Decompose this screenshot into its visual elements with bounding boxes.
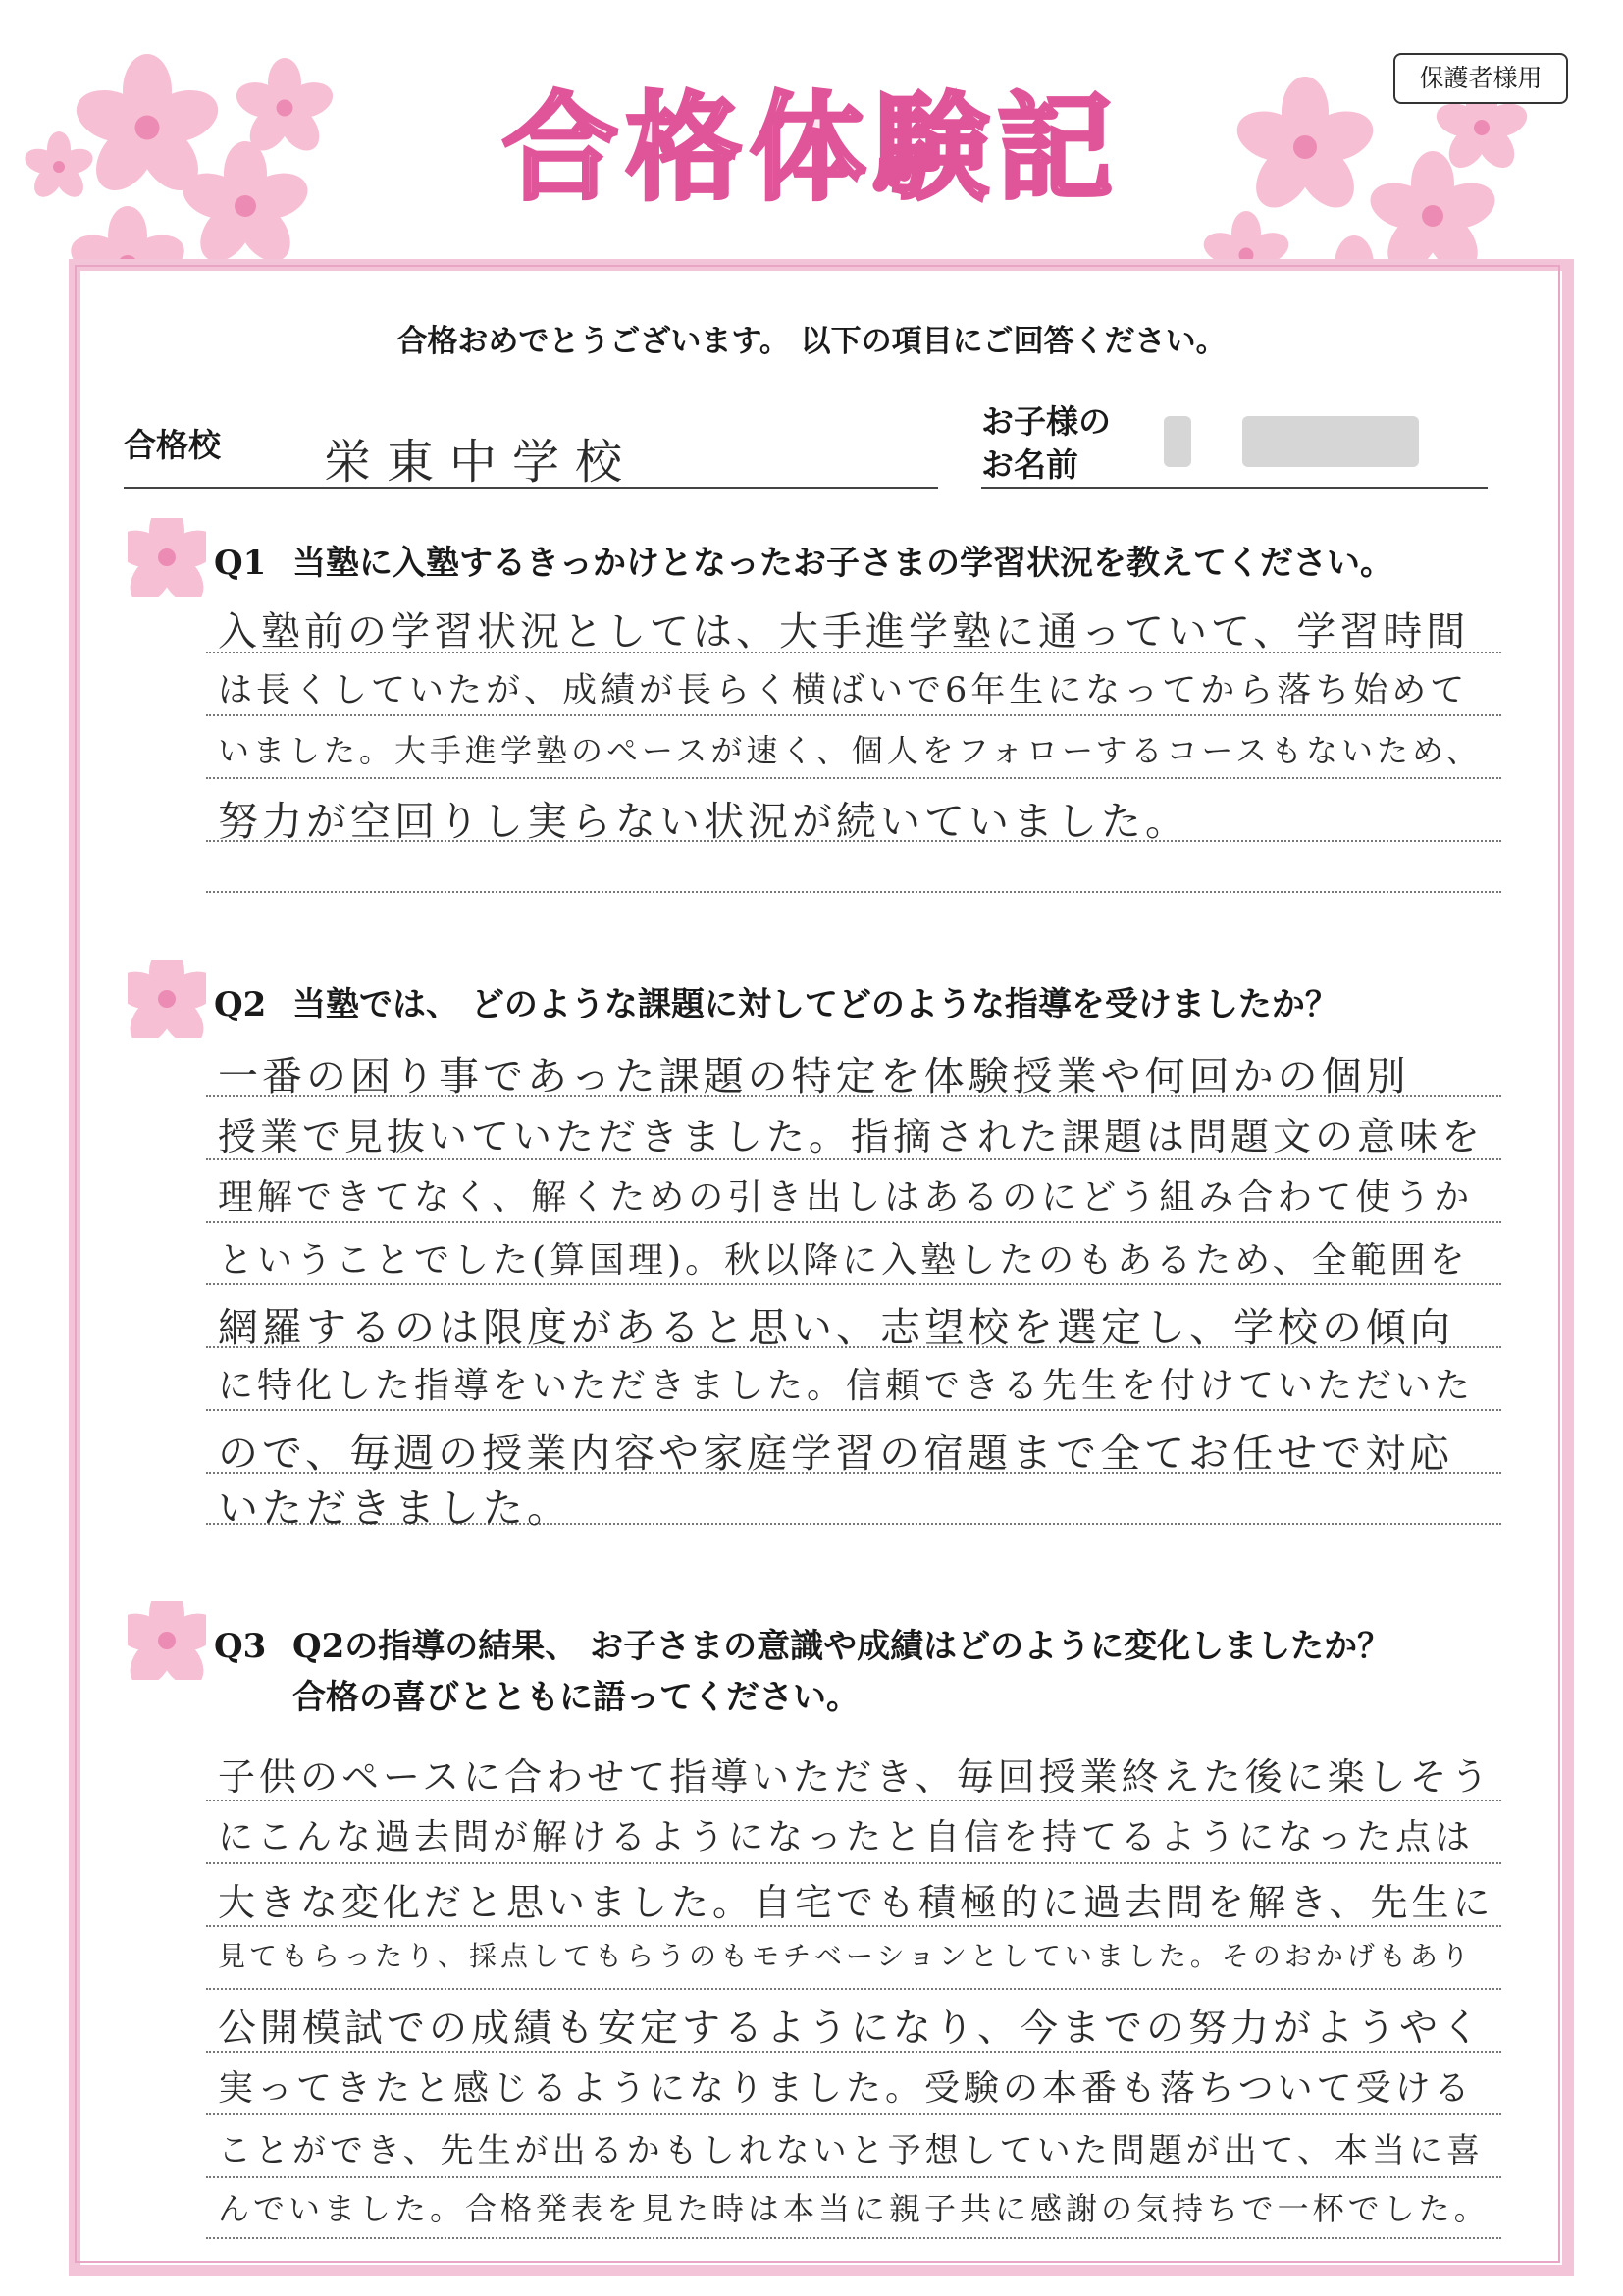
answer-text: ということでした(算国理)。秋以降に入塾したのもあるため、全範囲を — [218, 1240, 1469, 1280]
redacted-name-part — [1164, 416, 1191, 467]
parent-use-badge: 保護者様用 — [1393, 53, 1568, 104]
answer-line — [206, 1862, 1501, 1864]
question-3 — [214, 1621, 1390, 1723]
answer-line — [206, 1283, 1501, 1285]
answer-text: 授業で見抜いていただきました。指摘された課題は問題文の意味を — [218, 1116, 1485, 1160]
answer-text: 努力が空回りし実らない状況が続いていました。 — [218, 798, 1189, 845]
answer-text: 理解できてなく、解くための引き出しはあるのにどう組み合わて使うか — [218, 1177, 1474, 1218]
question-number: Q2 — [214, 985, 267, 1024]
answer-line — [206, 1988, 1501, 1990]
answer-text: にこんな過去問が解けるようになったと自信を持てるようになった点は — [218, 1817, 1475, 1857]
answer-text: いました。大手進学塾のペースが速く、個人をフォローするコースもないため、 — [218, 732, 1482, 769]
answer-text: に特化した指導をいただきました。信頼できる先生を付けていただいた — [218, 1366, 1475, 1406]
blossom-icon — [128, 960, 206, 1038]
question-text: Q2の指導の結果、 お子さまの意識や成績はどのように変化しましたか？ — [292, 1627, 1391, 1666]
answer-text: いただきました。 — [218, 1485, 571, 1532]
question-1 — [214, 538, 1393, 589]
answer-line — [206, 1221, 1501, 1223]
answer-text: 一番の困り事であった課題の特定を体験授業や何回かの個別 — [218, 1053, 1410, 1100]
answer-text: 網羅するのは限度があると思い、志望校を選定し、学校の傾向 — [218, 1304, 1454, 1351]
blossom-icon — [128, 1601, 206, 1680]
answer-text: 見てもらったり、採点してもらうのもモチベーションとしていました。そのおかげもあり — [218, 1940, 1473, 1972]
question-2 — [214, 979, 1338, 1030]
answer-line — [206, 1409, 1501, 1411]
answer-text: 大きな変化だと思いました。自宅でも積極的に過去問を解き、先生に — [218, 1881, 1493, 1924]
question-text: 当塾では、 どのような課題に対してどのような指導を受けましたか？ — [292, 985, 1338, 1024]
answer-line — [206, 714, 1501, 716]
question-number: Q3 — [214, 1627, 267, 1666]
answer-text: んでいました。合格発表を見た時は本当に親子共に感謝の気持ちで一杯でした。 — [218, 2190, 1490, 2227]
answer-line — [206, 891, 1501, 893]
answer-line — [206, 2176, 1501, 2178]
answer-text: 子供のペースに合わせて指導いただき、毎回授業終えた後に楽しそう — [218, 1755, 1492, 1799]
answer-line — [206, 2237, 1501, 2239]
page-title: 合格体験記 — [501, 79, 1121, 216]
blossom-icon — [128, 518, 206, 597]
school-underline — [124, 487, 938, 489]
name-label-line1: お子様の — [981, 402, 1111, 441]
answer-text: 公開模試での成績も安定するようになり、今までの努力がようやく — [218, 2007, 1485, 2051]
school-label: 合格校 — [124, 426, 221, 464]
intro-text: 合格おめでとうございます。 以下の項目にご回答ください。 — [396, 324, 1227, 359]
answer-text: ので、毎週の授業内容や家庭学習の宿題まで全てお任せで対応 — [218, 1430, 1454, 1477]
question-number: Q1 — [214, 544, 267, 583]
answer-line — [206, 2113, 1501, 2115]
answer-text: 入塾前の学習状況としては、大手進学塾に通っていて、学習時間 — [218, 609, 1470, 654]
name-underline — [981, 487, 1488, 489]
answer-text: ことができ、先生が出るかもしれないと予想していた問題が出て、本当に喜 — [218, 2131, 1484, 2170]
question-text: 当塾に入塾するきっかけとなったお子さまの学習状況を教えてください。 — [292, 544, 1393, 583]
school-value: 栄東中学校 — [324, 435, 639, 490]
redacted-name-part — [1242, 416, 1419, 467]
answer-line — [206, 777, 1501, 779]
answer-text: は長くしていたが、成績が長らく横ばいで6年生になってから落ち始めて — [218, 671, 1469, 710]
name-label-line2: お名前 — [981, 445, 1078, 484]
answer-text: 実ってきたと感じるようになりました。受験の本番も落ちついて受ける — [218, 2068, 1474, 2109]
question-text-line2: 合格の喜びとともに語ってください。 — [292, 1678, 860, 1717]
